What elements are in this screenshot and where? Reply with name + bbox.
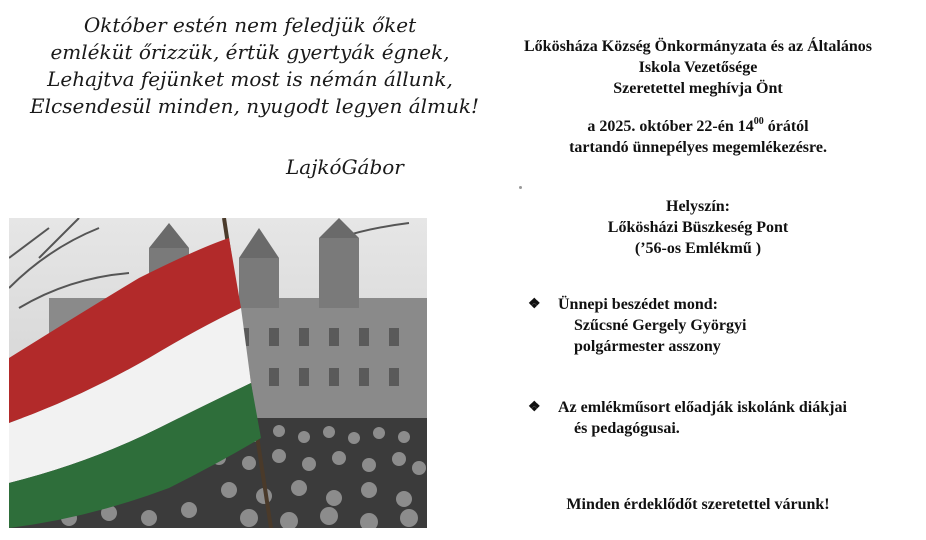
poem-line-4: Elcsendesül minden, nyugodt legyen álmuk! [30, 94, 480, 118]
poem-line-2: emléküt őrizzük, értük gyertyák égnek, [50, 40, 450, 64]
location-label: Helyszín: [666, 198, 730, 215]
header-line-1: Lőkösháza Község Önkormányzata és az Általános [524, 38, 872, 55]
speaker-name: Szűcsné Gergely Györgyi [574, 317, 747, 334]
memorial-photo [9, 218, 427, 528]
bullet-diamond-icon: ❖ [528, 400, 541, 415]
invitation-header [470, 36, 926, 99]
location-name: Lőkösházi Büszkeség Pont [607, 219, 789, 236]
poem-author: LajkóGábor [286, 155, 404, 179]
closing-text: Minden érdeklődőt szeretettel várunk! [566, 496, 830, 513]
location-note: (’56-os Emlékmű ) [634, 240, 762, 257]
speech-label: Ünnepi beszédet mond: [558, 296, 719, 313]
event-description: tartandó ünnepélyes megemlékezésre. [569, 139, 827, 156]
header-line-2: Iskola Vezetősége [638, 59, 758, 76]
event-date: a 2025. október 22-én $14^{00}$ órától [587, 116, 809, 135]
event-date-block [470, 116, 926, 158]
flag-crowd-image [9, 218, 427, 528]
program-line-2: és pedagógusai. [574, 420, 680, 437]
speaker-title: polgármester asszony [574, 338, 721, 355]
bullet-diamond-icon: ❖ [528, 297, 541, 312]
poem-line-3: Lehajtva fejünket most is némán állunk, [47, 67, 453, 91]
program-line-1: Az emlékműsort előadják iskolánk diákjai [558, 399, 847, 416]
poem-line-1: Október estén nem feledjük őket [83, 13, 417, 37]
closing-block [470, 494, 926, 515]
poem [30, 12, 480, 120]
speech-item [528, 294, 908, 364]
header-line-3: Szeretettel meghívja Önt [613, 80, 783, 97]
program-item [528, 397, 918, 447]
location-block [470, 196, 926, 259]
scan-speck [519, 186, 522, 189]
